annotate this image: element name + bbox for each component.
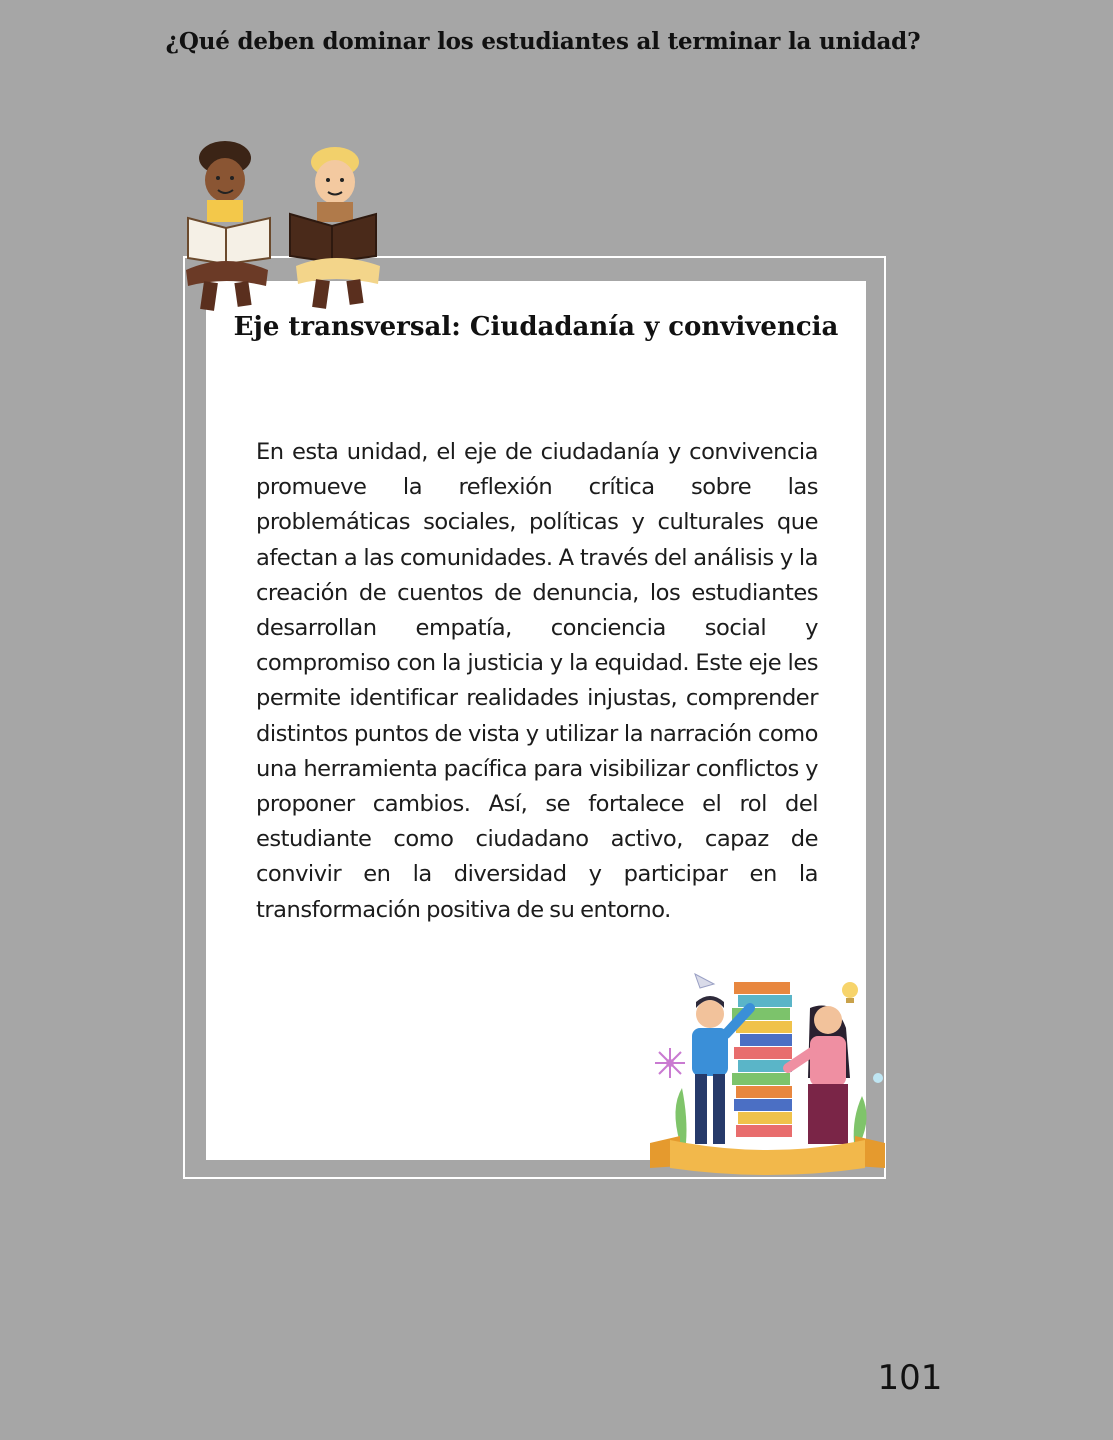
bubble-icon (873, 1073, 883, 1083)
book-stack (732, 982, 792, 1137)
right-child-figure (290, 147, 380, 309)
girl-figure (788, 1006, 850, 1145)
card-title: Eje transversal: Ciudadanía y convivencia (233, 312, 839, 342)
card-body-text: En esta unidad, el eje de ciudadanía y convivencia promueve la reflexión crítica sobre las problemáticas sociales, políticas y culturales que afectan a las comunidades. A través del análisis y la creación de cuentos de denuncia, los estudiantes desarrollan empatía, conciencia social y compromiso con la justicia y la equidad. Este eje les permite identificar realidades injustas, comprender distintos puntos de vista y utilizar la narración como una herramienta pacífica para visibilizar conflictos y proponer cambios. Así, se fortalece el rol del estudiante como ciudadano activo, capaz de convivir en la diversidad y participar en la transformación positiva de su entorno. (256, 439, 818, 923)
paper-plane-icon (695, 974, 714, 988)
page-number: 101 (877, 1358, 943, 1398)
students-with-books-illustration (640, 968, 895, 1183)
left-child-figure (186, 141, 270, 311)
page-heading: ¿Qué deben dominar los estudiantes al terminar la unidad? (165, 28, 921, 55)
lightbulb-icon (842, 982, 858, 1003)
children-reading-illustration (180, 140, 390, 315)
flower-icon (655, 1048, 685, 1078)
